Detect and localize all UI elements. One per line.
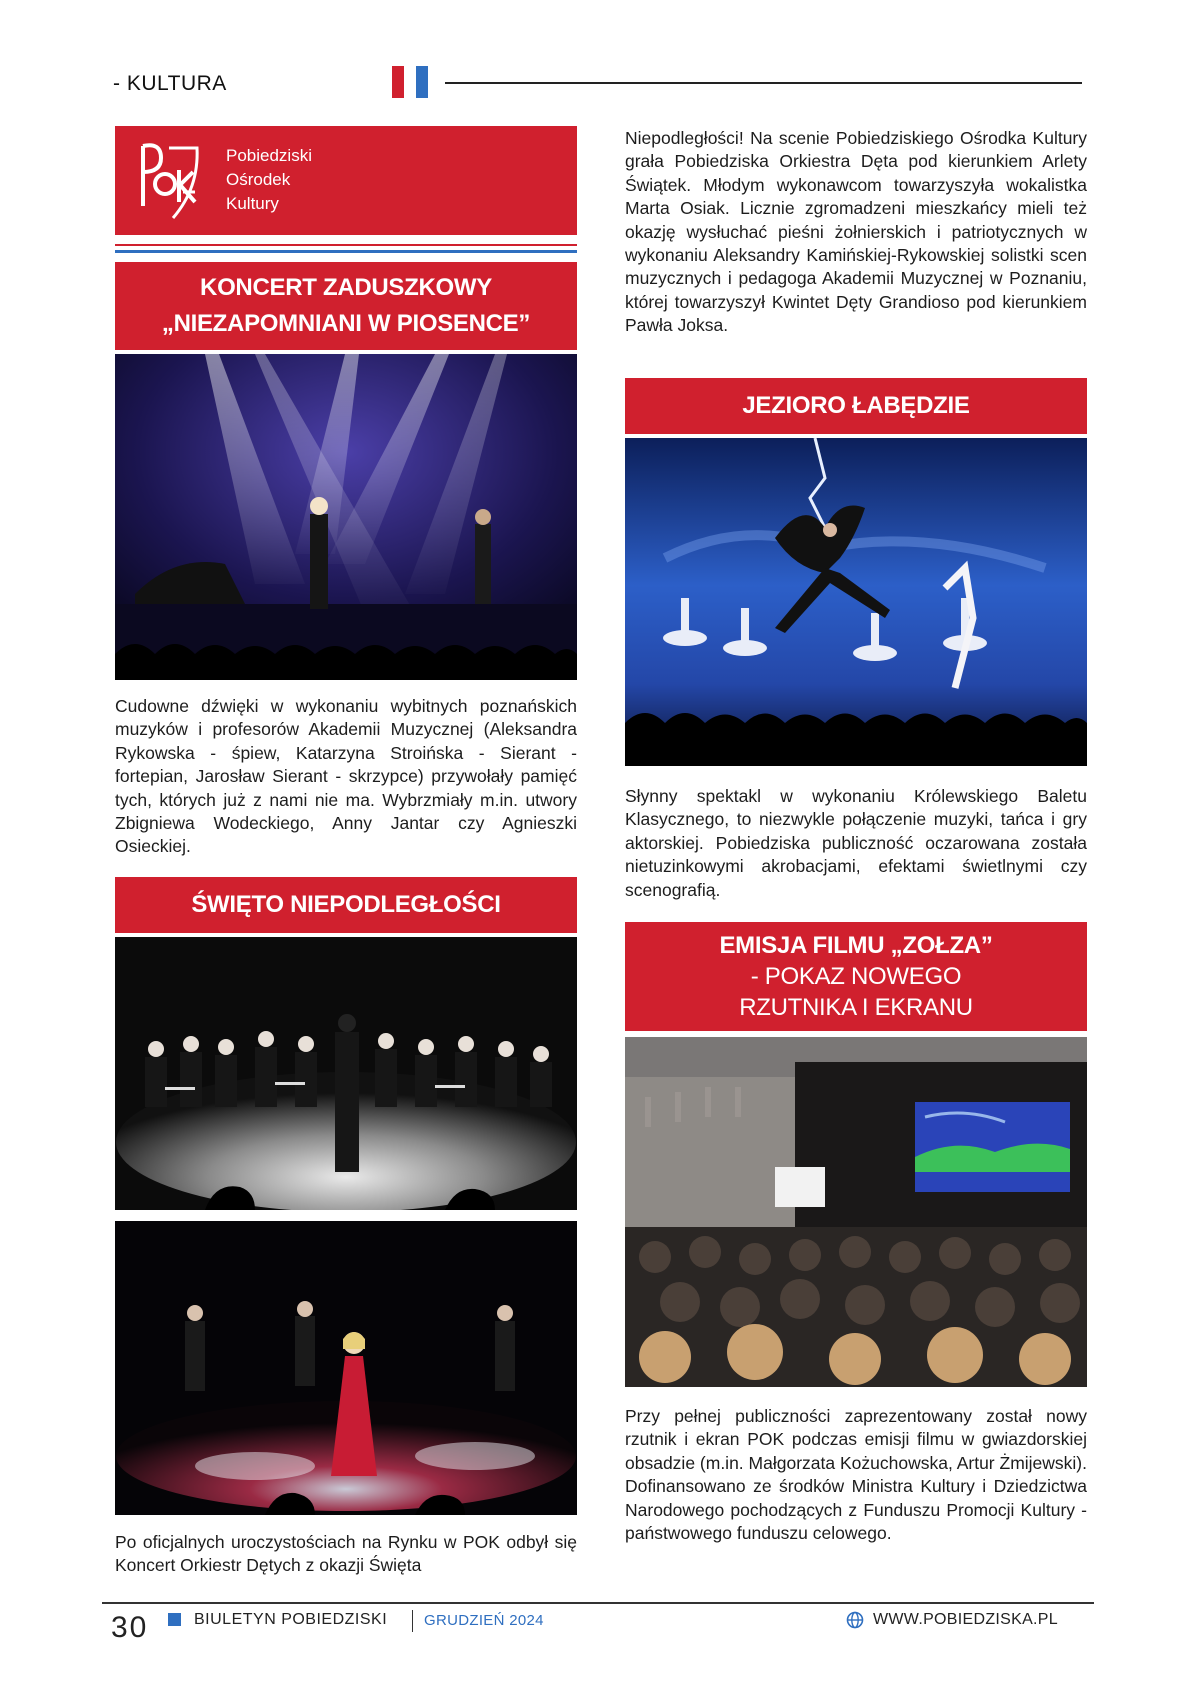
ballet-photo: [625, 438, 1087, 766]
swieto-text-continued: Niepodległości! Na scenie Pobiedziskiego Ośrodka Kultury grała Pobiedziska Orkiestra Dęta pod kierunkiem Arlety Świątek. Młodym wykonawcom towarzyszyła wokalistka Marta Osiak. Licznie zgromadzeni mieszkańcy mieli też okazję wysłuchać pieśni żołnierskich i patriotycznych w wykonaniu Aleksandry Kamińskiej-Rykowskiej solistki scen muzycznych i pedagoga Akademii Muzycznej w Poznaniu, której towarzyszył Kwintet Dęty Grandioso pod kierunkiem Pawła Joksa.: [625, 128, 1087, 336]
header-rule: [445, 82, 1082, 84]
footer-separator: [412, 1610, 413, 1632]
section-label: - KULTURA: [113, 72, 227, 95]
flag-blue-bar: [416, 66, 428, 98]
emisja-title-line1: EMISJA FILMU „ZOŁZA”: [719, 932, 993, 959]
red-stripe: [115, 244, 577, 246]
emisja-heading: [625, 922, 1087, 1031]
koncert-photo: [115, 354, 577, 680]
page-number: 30: [111, 1611, 149, 1644]
cinema-photo: [625, 1037, 1087, 1387]
footer-date: GRUDZIEŃ 2024: [424, 1612, 544, 1629]
pok-logo-icon: [139, 140, 201, 222]
emisja-text: Przy pełnej publiczności zaprezentowany został nowy rzutnik i ekran POK podczas emisji filmu w gwiazdorskiej obsadzie (m.in. Małgorzata Kożuchowska, Artur Żmijewski). Dofinansowano ze środków Ministra Kultury i Dziedzictwa Narodowego pochodzących z Funduszu Promocji Kultury - państwowego funduszu celowego.: [625, 1406, 1087, 1544]
logo-line: Pobiedziski: [226, 146, 312, 165]
jezioro-heading: [625, 378, 1087, 434]
footer-square-icon: [168, 1613, 181, 1626]
footer-rule: [102, 1602, 1094, 1604]
logo-line: Ośrodek: [226, 170, 291, 189]
flag-red-bar: [392, 66, 404, 98]
singer-photo: [115, 1221, 577, 1515]
logo-text: [226, 144, 312, 216]
website-link[interactable]: WWW.POBIEDZISKA.PL: [873, 1611, 1058, 1628]
orchestra-photo: [115, 937, 577, 1210]
blue-stripe: [115, 250, 577, 253]
emisja-title-line3: RZUTNIKA I EKRANU: [739, 994, 973, 1021]
footer-publication-title: BIULETYN POBIEDZISKI: [194, 1611, 388, 1628]
globe-icon: [846, 1611, 864, 1629]
jezioro-text: Słynny spektakl w wykonaniu Królewskiego Baletu Klasycznego, to niezwykle połączenie muzyki, tańca i gry aktorskiej. Pobiedziska publiczność oczarowana została nietuzinkowymi akrobacjami, efektami świetlnymi czy scenografią.: [625, 786, 1087, 900]
koncert-title-line1: KONCERT ZADUSZKOWY: [200, 274, 492, 301]
koncert-heading: [115, 262, 577, 350]
swieto-title: ŚWIĘTO NIEPODLEGŁOŚCI: [191, 891, 501, 918]
swieto-text-start: Po oficjalnych uroczystościach na Rynku w POK odbył się Koncert Orkiestr Dętych z okazji Święta: [115, 1532, 577, 1576]
logo-line: Kultury: [226, 194, 279, 213]
koncert-text: Cudowne dźwięki w wykonaniu wybitnych poznańskich muzyków i profesorów Akademii Muzycznej (Aleksandra Rykowska - śpiew, Katarzyna Stroińska - Sierant - fortepian, Jarosław Sierant - skrzypce) przywołały pamięć tych, których już z nami nie ma. Wybrzmiały m.in. utwory Zbigniewa Wodeckiego, Anny Jantar czy Agnieszki Osieckiej.: [115, 696, 577, 857]
emisja-title-line2: - POKAZ NOWEGO: [750, 963, 962, 990]
swieto-heading: [115, 877, 577, 933]
koncert-title-line2: „NIEZAPOMNIANI W PIOSENCE”: [161, 310, 531, 337]
jezioro-title: JEZIORO ŁABĘDZIE: [742, 392, 970, 419]
